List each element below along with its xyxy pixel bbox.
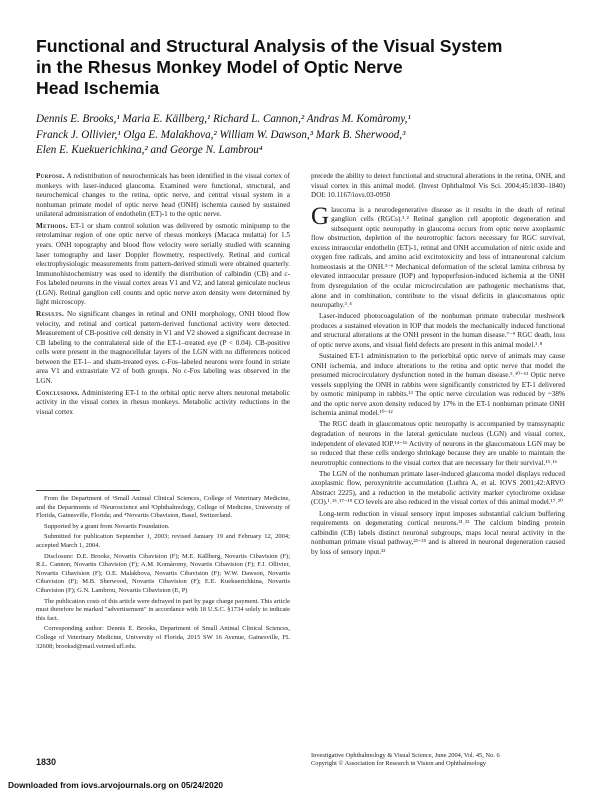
footnote-disclosure: Disclosure: D.E. Brooks, Novartis Cibavision (F); M.E. Källberg, Novartis Cibavision (F); R.L. Cannon, Novartis Cibavision (F); A.M. Komàromy, Novartis Cibavision (F); F.J. Ollivier, Novartis Cibavision (F); O.E. Malakhova, Novartis Cibavision (F); W.W. Dawson, Novartis Cibavision (F); M.B. Sherwood, Novartis Cibavision (F); E.E. Kuekuerichkina, Novartis Cibavision (F); G.N. Lambrou, Novartis Cibavision (E, P) — [36, 552, 290, 594]
abstract-text: ET-1 or sham control solution was delivered by osmotic minipump to the retrolaminar region of one optic nerve of rhesus monkeys (Macaca mulatta) for 1.5 years. ONH topography and blood flow velocity were serially studied with scanning laser tomography and laser Doppler flowmetry, respectively. Retinal and cortical electrophysiologic measurements from pattern-derived stimuli were obtained quarterly. Immunohistochemistry was used to identify the distribution of calbindin (CB) and c-Fos labeled neurons in the visual cortex areas V1 and V2, and lateral geniculate nucleus (LGN). Retinal ganglion cell counts and optic nerve axon density were determined by light microscopy. — [36, 221, 290, 307]
journal-line: Copyright © Association for Research in Vision and Ophthalmology — [311, 760, 487, 768]
body-paragraph: The LGN of the nonhuman primate laser-induced glaucoma model displays reduced axoplasmic flow, peroxynitrite accumulation (Luthra A, et al. IOVS 2001;42:ARVO Abstract 2225), and a reduction in the metabolic activity marker cytochrome oxidase (CO).¹˒¹⁵˒¹⁷⁻¹⁹ CO levels are also reduced in the visual cortex of this animal model.¹⁷˒²⁰ — [311, 469, 565, 507]
body-paragraph — [311, 202, 565, 311]
body-paragraph: The RGC death in glaucomatous optic neuropathy is accompanied by transsynaptic degradation of neurons in the lateral geniculate nucleus (LGN) and visual cortex, independent of elevated IOP.¹⁴⁻¹⁶ Activity of neurons in the glaucomatous LGN may be so reduced that these cells undergo shrinkage because they are unable to maintain the neurotrophic connections to the visual cortex that are necessary for their survival.¹⁵˒¹⁶ — [311, 420, 565, 467]
author-line: Franck J. Ollivier,¹ Olga E. Malakhova,² William W. Dawson,³ Mark B. Sherwood,³ — [36, 128, 406, 141]
title-line: Functional and Structural Analysis of the Visual System — [36, 36, 503, 56]
footnote-support: Supported by a grant from Novartis Foundation. — [44, 522, 170, 530]
abstract — [36, 172, 290, 419]
abstract-label: Purpose. — [36, 172, 65, 180]
body-paragraph: Laser-induced photocoagulation of the nonhuman primate trabecular meshwork produces a sustained elevation in IOP that models the mechanically induced functional and structural alterations at the ONH present in the human disease.⁷⁻⁹ RGC death, loss of optic nerve axons, and visual field defects are present in this animal model.¹˒⁸ — [311, 312, 565, 349]
drop-cap: G — [311, 202, 330, 230]
author-line: Dennis E. Brooks,¹ Maria E. Källberg,¹ Richard L. Cannon,² Andras M. Komàromy,¹ — [36, 113, 411, 125]
footnote-affiliation: From the Department of ¹Small Animal Clinical Sciences, College of Veterinary Medicine, and the Departments of ²Neuroscience and ³Ophthalmology, College of Medicine, University of Florida, Gainesville, Florida; and ⁴Novartis Cibavision, Basel, Switzerland. — [36, 495, 290, 520]
article-title — [36, 36, 536, 99]
body-paragraph: Sustained ET-1 administration to the periorbital optic nerve of animals may cause ONH ischemia, and induce alterations to the retina and optic nerve that model the presumed microcirculatory dysfunction noted in the human disease.⁵˒¹⁰⁻¹³ Optic nerve vessels supplying the ONH in rabbits were significantly constricted by ET-1 delivered by osmotic minipump in rabbits.¹³ The optic nerve circulation was reduced by ~38% and the optic nerve axon density reduced by 17% in the ET-1 nonhuman primate ONH ischemia animal model.¹⁰⁻¹² — [311, 352, 565, 418]
title-line: Head Ischemia — [36, 78, 160, 98]
author-list — [36, 112, 576, 159]
abstract-continuation: precede the ability to detect functional and structural alterations in the retina, ONH, and visual cortex in this animal model. (Invest Ophthalmol Vis Sci. 2004;45:1830–1840) DOI: 10.1167/iovs.03-0950 — [311, 172, 565, 200]
footnote-divider — [36, 490, 140, 491]
title-line: in the Rhesus Monkey Model of Optic Nerve — [36, 57, 403, 77]
body-text — [311, 172, 565, 559]
abstract-label: Conclusions. — [36, 388, 80, 397]
footnote-charges: The publication costs of this article were defrayed in part by page charge payment. This article must therefore be marked "advertisement" in accordance with 18 U.S.C. §1734 solely to indicate this fact. — [36, 597, 290, 622]
download-watermark: Downloaded from iovs.arvojournals.org on 05/24/2020 — [8, 780, 224, 790]
journal-line: Investigative Ophthalmology & Visual Science, June 2004, Vol. 45, No. 6 — [311, 752, 500, 759]
abstract-label: Results. — [36, 310, 65, 319]
abstract-text: Administering ET-1 to the orbital optic nerve alters neuronal metabolic activity in the visual cortex in rhesus monkeys. Metabolic activity reductions in the visual cortex — [36, 388, 290, 416]
page-number: 1830 — [36, 757, 57, 767]
journal-citation — [311, 752, 571, 769]
author-line: Elen E. Kuekuerichkina,² and George N. Lambrou⁴ — [36, 144, 263, 156]
abstract-text: No significant changes in retinal and ONH morphology, ONH blood flow velocity, and retinal and cortical pattern-derived functional activity were detected. Measurement of CB-positive cell density in V1 and V2 showed a significant decrease in CB labeling to the contralateral side of the ET-1–treated eye (P < 0.04). CB-positive cells were present in the magnocellular layers of the LGN with no differences noticed between the ET-1– and sham-treated eyes. c-Fos–labeled neurons were found in striate area V1 and extrastriate V2 of both groups. No c-Fos labeling was observed in the LGN. — [36, 310, 290, 385]
abstract-purpose — [36, 172, 290, 220]
abstract-methods — [36, 222, 290, 308]
abstract-label: Methods. — [36, 221, 68, 230]
abstract-text: A redistribution of neurochemicals has been identified in the visual cortex of monkeys with laser-induced glaucoma. Examined were functional, structural, and neurochemical changes to the retina, optic nerve, and central visual system in a nonhuman primate model of optic nerve head (ONH) ischemia caused by sustained unilateral administration of endothelin (ET)-1 to the optic nerve. — [36, 172, 290, 219]
paragraph-text: laucoma is a neurodegenerative disease as it results in the death of retinal ganglion cells (RGCs).¹˒² Retinal ganglion cell apoptotic degeneration and subsequent optic neuropathy in glaucoma occurs from optic nerve axoplasmic flow obstruction, depletion of the neurotrophic factors necessary for RGC survival, excess intraocular endothelin (ET)-1, retinal and ONH accumulation of nitric oxide and oxygen free radicals, and amino acid excitotoxicity and loss of intraneuronal calcium homeostasis at the ONH.³⁻⁶ Mechanical deformation of the scleral lamina cribrosa by elevated intraocular pressure (IOP) and hypoperfusion-induced ischemia at the ONH from dysregulation of the ocular microcirculation are pathogenic mechanisms that, alone and in combination, contribute to the visual deficits in glaucomatous optic neuropathy.³˒⁴ — [311, 205, 565, 310]
body-paragraph: Long-term reduction in visual sensory input imposes substantial calcium buffering requirements on degenerating cortical neurons.²¹˒²² The calcium binding protein calbindin (CB) labels distinct neuronal subgroups, maps local neural activity in the nonhuman primate visual pathway,²³⁻²⁵ and is altered in neuronal degeneration caused by loss of sensory input.²² — [311, 509, 565, 556]
footnote-submitted: Submitted for publication September 1, 2003; revised January 19 and February 12, 2004; accepted March 1, 2004. — [36, 533, 290, 549]
abstract-conclusions — [36, 389, 290, 418]
footnote-corresponding: Corresponding author: Dennis E. Brooks, Department of Small Animal Clinical Sciences, College of Veterinary Medicine, University of Florida, 2015 SW 16 Avenue, Gainesville, FL 32608; brooksd@mail.vetmed.ufl.edu. — [36, 625, 290, 650]
footnotes — [36, 495, 290, 653]
abstract-results — [36, 310, 290, 386]
